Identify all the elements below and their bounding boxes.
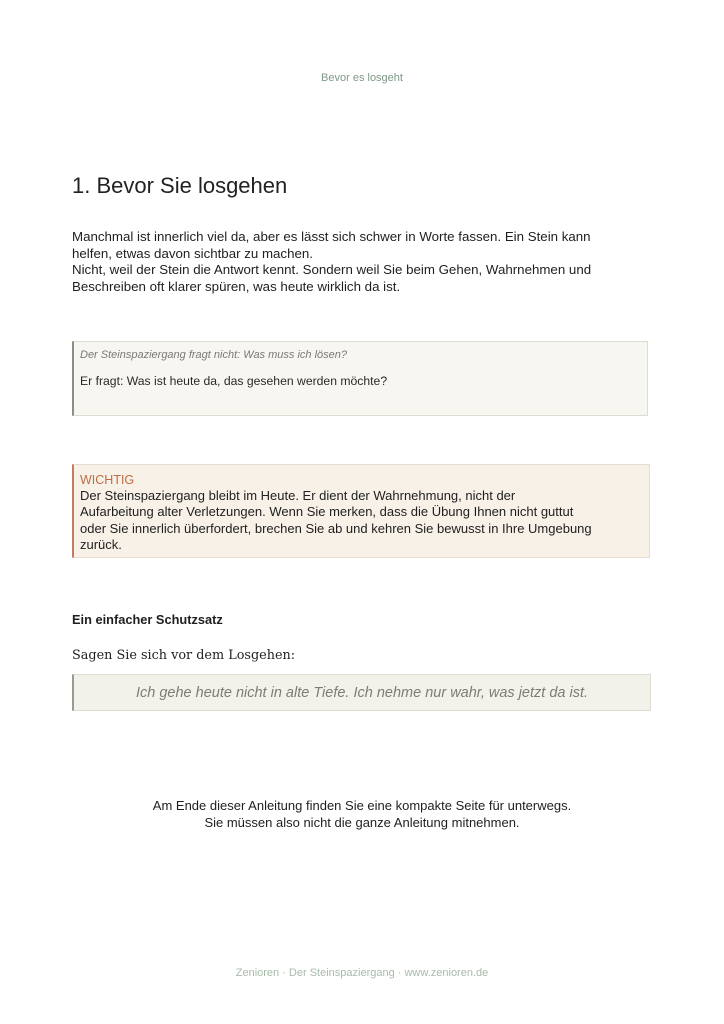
running-header: Bevor es losgeht: [321, 72, 403, 84]
closing-line: Sie müssen also nicht die ganze Anleitung mitnehmen.: [204, 814, 520, 830]
warning-line: zurück.: [80, 536, 122, 552]
quote-question: Der Steinspaziergang fragt nicht: Was muss ich lösen?: [80, 349, 347, 361]
page-footer: Zenioren · Der Steinspaziergang · www.zenioren.de: [235, 967, 489, 979]
warning-line: Aufarbeitung alter Verletzungen. Wenn Sie merken, dass die Übung Ihnen nicht guttut: [80, 504, 574, 520]
warning-line: Der Steinspaziergang bleibt im Heute. Er dient der Wahrnehmung, nicht der: [80, 488, 516, 503]
protection-lead: Sagen Sie sich vor dem Losgehen:: [72, 648, 296, 663]
closing-line: Am Ende dieser Anleitung finden Sie eine kompakte Seite für unterwegs.: [152, 798, 572, 813]
warning-line: oder Sie innerlich überfordert, brechen Sie ab und kehren Sie bewusst in Ihre Umgebung: [80, 520, 592, 536]
warning-text: [80, 488, 649, 553]
mantra-callout: [72, 674, 651, 711]
intro-line: Manchmal ist innerlich viel da, aber es lässt sich schwer in Worte fassen. Ein Stein kann: [72, 229, 591, 244]
intro-paragraph: [72, 229, 652, 295]
protection-heading: Ein einfacher Schutzsatz: [72, 612, 223, 627]
mantra-text: Ich gehe heute nicht in alte Tiefe. Ich nehme nur wahr, was jetzt da ist.: [135, 684, 589, 701]
intro-line: helfen, etwas davon sichtbar zu machen.: [72, 245, 313, 261]
quote-callout: [72, 341, 648, 416]
warning-callout: [72, 464, 650, 558]
intro-line: Nicht, weil der Stein die Antwort kennt. Sondern weil Sie beim Gehen, Wahrnehmen und: [72, 262, 592, 277]
quote-answer: Er fragt: Was ist heute da, das gesehen werden möchte?: [80, 374, 388, 388]
warning-label: WICHTIG: [80, 473, 135, 487]
intro-line: Beschreiben oft klarer spüren, was heute wirklich da ist.: [72, 278, 401, 294]
closing-note: [0, 798, 724, 831]
section-heading: 1. Bevor Sie losgehen: [72, 173, 288, 198]
